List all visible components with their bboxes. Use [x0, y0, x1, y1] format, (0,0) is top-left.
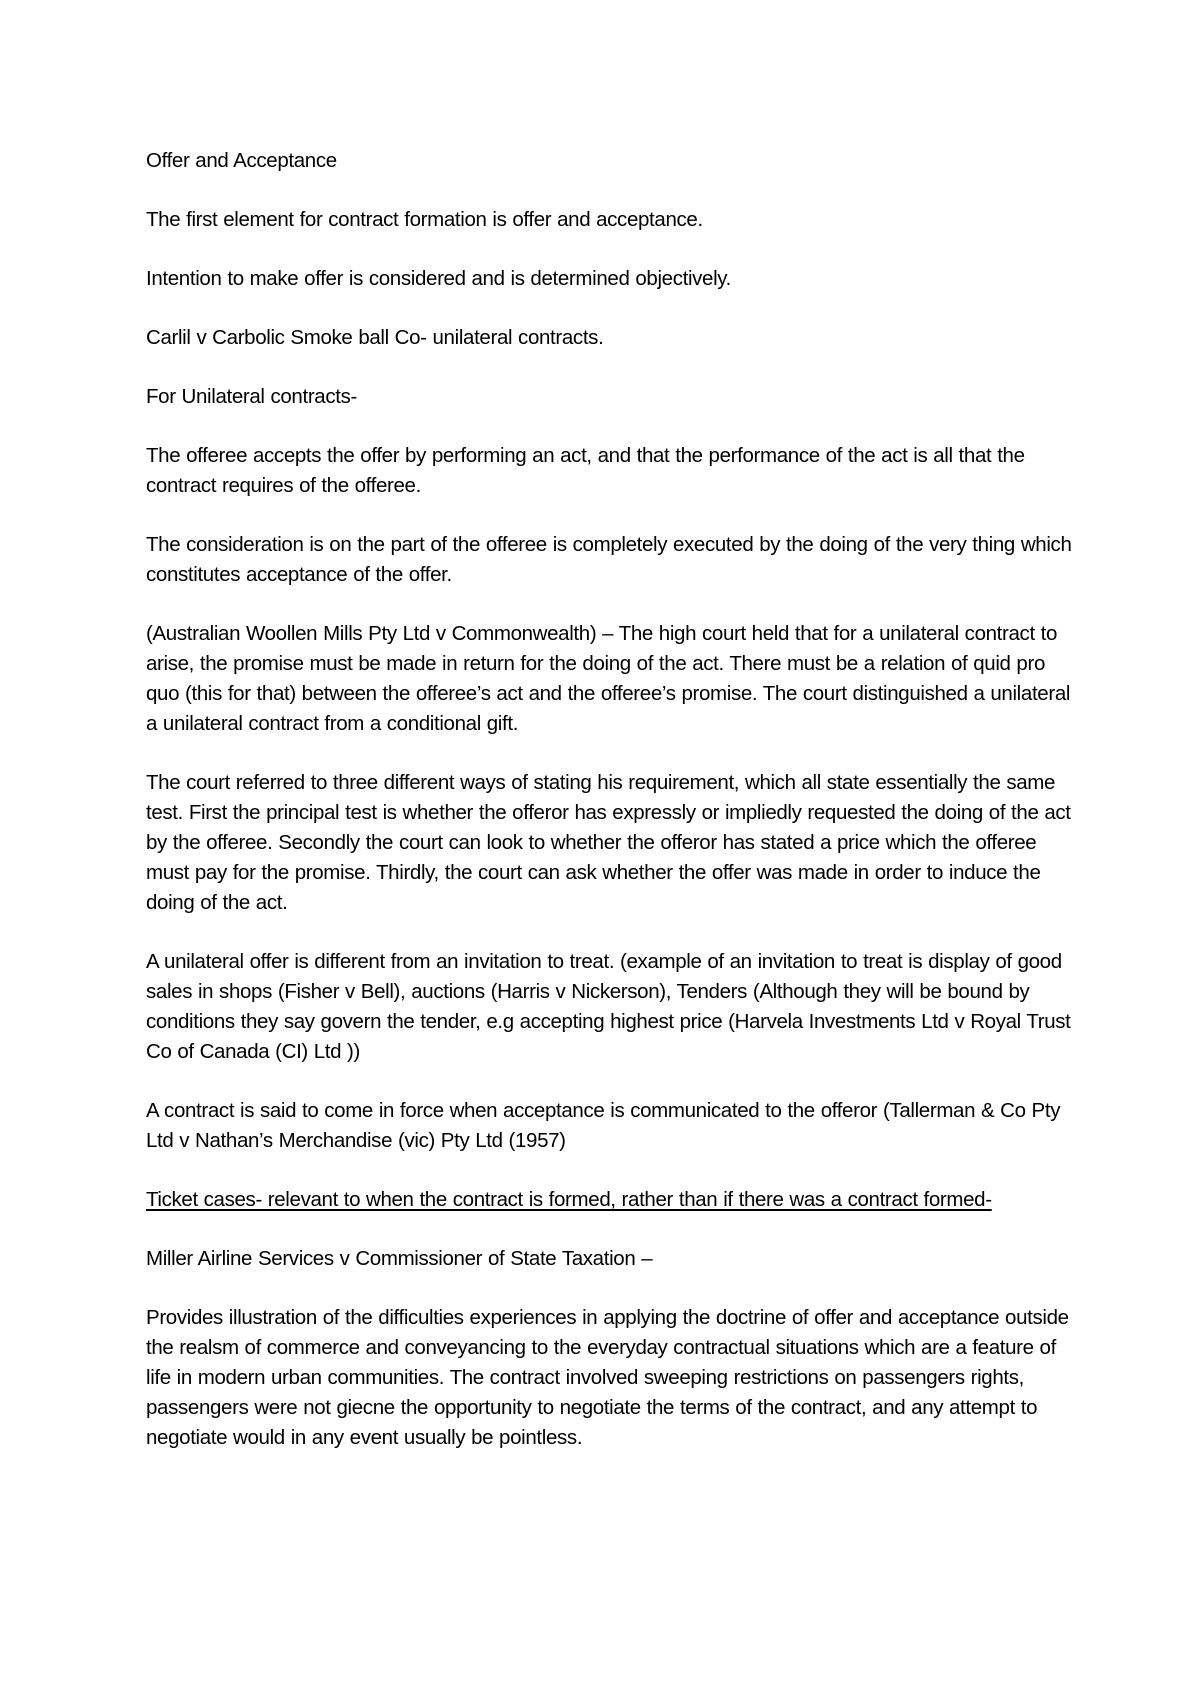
paragraph-invitation-to-treat: A unilateral offer is different from an invitation to treat. (example of an invitation to treat is display of good sales in shops (Fisher v Bell), auctions (Harris v Nickerson), Tenders (Although they will be bound by conditions they say govern the tender, e.g accepting highest price (Harvela Investments Ltd v Royal Trust Co of Canada (CI) Ltd ))	[146, 950, 1071, 1063]
paragraph-miller-airline: Miller Airline Services v Commissioner of State Taxation –	[146, 1247, 653, 1270]
document-body	[146, 146, 1076, 1482]
paragraph-first-element: The first element for contract formation is offer and acceptance.	[146, 208, 703, 231]
paragraph-australian-woollen-mills: (Australian Woollen Mills Pty Ltd v Commonwealth) – The high court held that for a unilateral contract to arise, the promise must be made in return for the doing of the act. There must be a relation of quid pro quo (this for that) between the offeree’s act and the offeree’s promise. The court distinguished a unilateral a unilateral contract from a conditional gift.	[146, 622, 1071, 735]
paragraph-ticket-cases-heading: Ticket cases- relevant to when the contract is formed, rather than if there was a contract formed-	[146, 1188, 992, 1211]
paragraph-intention: Intention to make offer is considered and is determined objectively.	[146, 267, 732, 290]
paragraph-illustration: Provides illustration of the difficulties experiences in applying the doctrine of offer and acceptance outside the realsm of commerce and conveyancing to the everyday contractual situations which are a feature of life in modern urban communities. The contract involved sweeping restrictions on passengers rights, passengers were not giecne the opportunity to negotiate the terms of the contract, and any attempt to negotiate would in any event usually be pointless.	[146, 1306, 1069, 1449]
paragraph-consideration: The consideration is on the part of the offeree is completely executed by the doing of the very thing which constitutes acceptance of the offer.	[146, 533, 1072, 586]
paragraph-three-ways: The court referred to three different ways of stating his requirement, which all state essentially the same test. First the principal test is whether the offeror has expressly or impliedly requested the doing of the act by the offeree. Secondly the court can look to whether the offeror has stated a price which the offeree must pay for the promise. Thirdly, the court can ask whether the offer was made in order to induce the doing of the act.	[146, 771, 1071, 914]
document-title: Offer and Acceptance	[146, 149, 337, 172]
paragraph-carlil-case: Carlil v Carbolic Smoke ball Co- unilateral contracts.	[146, 326, 604, 349]
paragraph-offeree-accepts: The offeree accepts the offer by performing an act, and that the performance of the act is all that the contract requires of the offeree.	[146, 444, 1025, 497]
paragraph-unilateral-heading: For Unilateral contracts-	[146, 385, 357, 408]
paragraph-acceptance-communicated: A contract is said to come in force when acceptance is communicated to the offeror (Tallerman & Co Pty Ltd v Nathan’s Merchandise (vic) Pty Ltd (1957)	[146, 1099, 1061, 1152]
